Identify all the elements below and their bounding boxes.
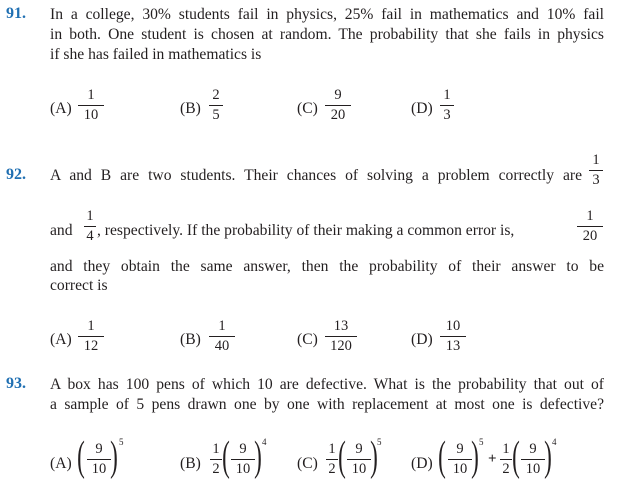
- question-text-line: and they obtain the same answer, then the probability of their answer to be: [50, 258, 604, 275]
- option-a-label: (A): [50, 331, 72, 348]
- option-b-fraction: 9 10: [231, 441, 255, 478]
- question-text-line: In a college, 30% students fail in physics, 25% fail in mathematics and 10% fail: [50, 6, 604, 23]
- question-text-line: if she has failed in mathematics is: [50, 46, 262, 63]
- question-text-line: A and B are two students. Their chances of solving a problem correctly are: [50, 167, 582, 184]
- plus-sign: +: [488, 451, 497, 467]
- option-d-fraction-2: 9 10: [521, 441, 545, 478]
- option-c-label: (C): [297, 100, 318, 117]
- option-d-label: (D): [411, 455, 433, 472]
- option-d-coefficient: 1 2: [500, 441, 512, 478]
- option-c-coefficient: 1 2: [326, 441, 338, 478]
- option-a-fraction: 1 10: [78, 87, 104, 124]
- left-paren: (: [338, 434, 346, 480]
- option-b-label: (B): [180, 455, 201, 472]
- right-paren: ): [471, 434, 479, 480]
- option-d-fraction-1: 9 10: [448, 441, 472, 478]
- option-c-label: (C): [297, 331, 318, 348]
- inline-fraction: 1 4: [84, 208, 96, 245]
- option-b-label: (B): [180, 100, 201, 117]
- right-paren: ): [370, 434, 378, 480]
- option-c-fraction: 9 10: [347, 441, 371, 478]
- right-paren: ): [544, 434, 552, 480]
- right-paren: ): [110, 434, 118, 480]
- question-text-segment: and: [50, 222, 73, 239]
- question-text-line: a sample of 5 pens drawn one by one with replacement at most one is defective?: [50, 396, 604, 413]
- question-number: 92.: [6, 166, 26, 183]
- exponent: 5: [377, 437, 382, 447]
- option-b-fraction: 2 5: [209, 87, 223, 124]
- question-text-line: in both. One student is chosen at random. The probability that she fails in physics: [50, 26, 604, 43]
- left-paren: (: [222, 434, 230, 480]
- inline-fraction: 1 3: [589, 152, 603, 189]
- question-text-line: A box has 100 pens of which 10 are defective. What is the probability that out of: [50, 376, 604, 393]
- question-text-segment: , respectively. If the probability of their making a common error is,: [97, 222, 515, 239]
- option-c-label: (C): [297, 455, 318, 472]
- question-number: 91.: [6, 5, 26, 22]
- option-d-fraction: 10 13: [440, 318, 466, 355]
- option-b-label: (B): [180, 331, 201, 348]
- option-a-fraction: 9 10: [87, 441, 111, 478]
- option-a-label: (A): [50, 100, 72, 117]
- option-c-fraction: 9 20: [325, 87, 351, 124]
- exponent: 5: [119, 437, 124, 447]
- left-paren: (: [512, 434, 520, 480]
- inline-fraction: 1 20: [577, 208, 603, 245]
- option-c-fraction: 13 120: [325, 318, 357, 355]
- option-d-fraction: 1 3: [440, 87, 454, 124]
- right-paren: ): [254, 434, 262, 480]
- left-paren: (: [438, 434, 446, 480]
- exponent: 4: [262, 437, 267, 447]
- option-b-fraction: 1 40: [209, 318, 235, 355]
- option-d-label: (D): [411, 331, 433, 348]
- option-a-label: (A): [50, 455, 72, 472]
- option-a-fraction: 1 12: [78, 318, 104, 355]
- exponent: 4: [552, 437, 557, 447]
- question-text-line: correct is: [50, 277, 108, 294]
- left-paren: (: [77, 434, 85, 480]
- option-b-coefficient: 1 2: [210, 441, 222, 478]
- option-d-label: (D): [411, 100, 433, 117]
- exponent: 5: [479, 437, 484, 447]
- question-number: 93.: [6, 375, 26, 392]
